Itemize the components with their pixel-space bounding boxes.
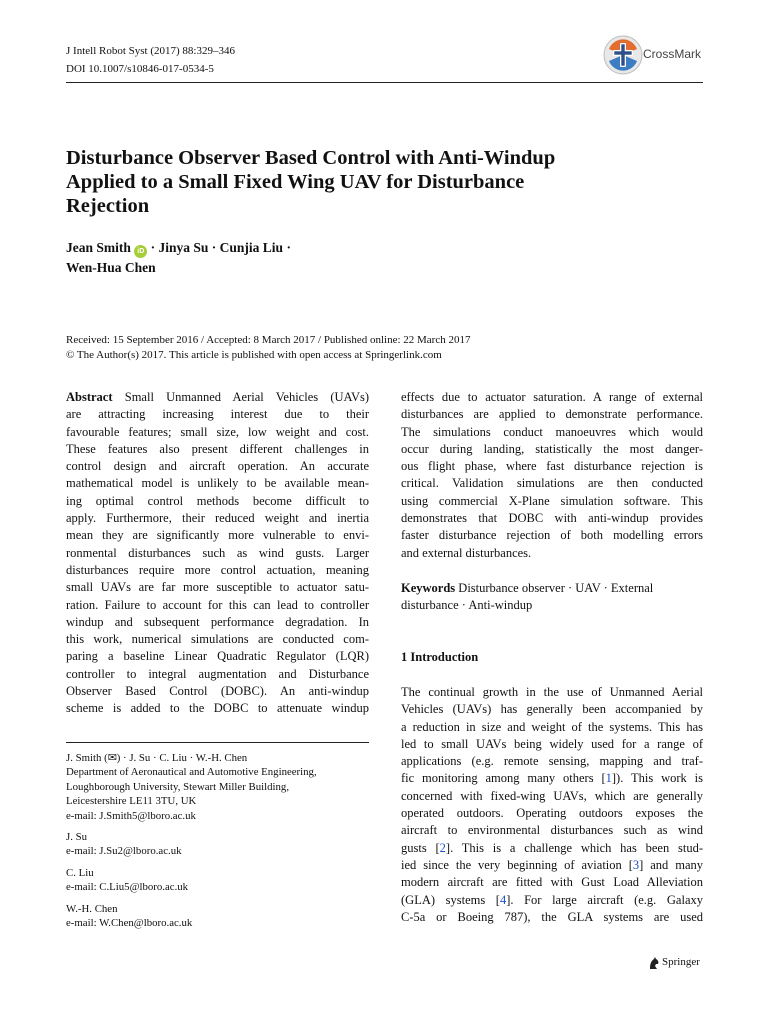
abstract-right-column <box>401 389 703 562</box>
keywords-heading: Keywords <box>401 581 456 595</box>
citation-link[interactable]: 4 <box>499 892 507 907</box>
abstract-left-column <box>66 389 369 718</box>
affiliations-block <box>66 751 369 930</box>
abstract-line: demonstrates that DOBC with anti-windup provides <box>401 511 703 526</box>
abstract-line: disturbances are applied to demonstrate performance. <box>401 407 703 422</box>
abstract-line: scheme is added to the DOBC to attenuate windup <box>66 701 369 716</box>
abstract-line: ous flight phase, where fast disturbance rejection is <box>401 459 703 474</box>
abstract-line: apply. Furthermore, their reduced weight and inertia <box>66 511 369 526</box>
abstract-heading: Abstract <box>66 390 113 404</box>
intro-line: fic monitoring among many others [ <box>401 771 606 786</box>
abstract-line: are attracting increasing interest due to their <box>66 407 369 422</box>
abstract-line: occur during landing, statistically the most danger- <box>401 441 703 456</box>
intro-line: led to small UAVs being widely used for a range of <box>401 736 703 751</box>
affiliation-rule <box>66 742 369 743</box>
crossmark-label: CrossMark <box>643 47 702 61</box>
orcid-icon[interactable]: iD <box>134 245 147 258</box>
header-rule <box>66 82 703 83</box>
intro-line: a reduction in size and weight of the systems. This has <box>401 719 703 734</box>
abstract-line: small UAVs are far more susceptible to actuator satu- <box>66 580 369 595</box>
dates-block <box>66 333 470 363</box>
affiliation-dept: Leicestershire LE11 3TU, UK <box>66 795 197 808</box>
journal-citation: J Intell Robot Syst (2017) 88:329–346 <box>66 45 235 57</box>
author-list <box>66 238 291 277</box>
publication-dates: Received: 15 September 2016 / Accepted: 8 March 2017 / Published online: 22 March 2017 <box>66 334 471 346</box>
intro-line: Vehicles (UAVs) has generally been accompanied by <box>401 702 703 717</box>
abstract-line: paring a baseline Linear Quadratic Regulator (LQR) <box>66 649 369 664</box>
abstract-line: and external disturbances. <box>401 545 532 560</box>
title-line: Rejection <box>66 195 150 217</box>
author-email[interactable]: e-mail: J.Su2@lboro.ac.uk <box>66 845 182 858</box>
abstract-line: ing optimal control methods become difficult to <box>66 493 369 508</box>
author-email[interactable]: e-mail: C.Liu5@lboro.ac.uk <box>66 881 189 894</box>
intro-line: (GLA) systems [ <box>401 892 500 907</box>
section-heading-introduction: 1 Introduction <box>401 650 479 664</box>
affiliation-name: J. Su <box>66 831 88 844</box>
abstract-line: windup and subsequent performance degradation. In <box>66 614 369 629</box>
author-email[interactable]: e-mail: W.Chen@lboro.ac.uk <box>66 917 193 930</box>
abstract-line: faster disturbance rejection of both modelling errors <box>401 528 703 543</box>
intro-line: applications (e.g. remote sensing, mapping and traf- <box>401 754 703 769</box>
citation-link[interactable]: 2 <box>439 840 446 855</box>
affiliation-name: W.-H. Chen <box>66 902 118 915</box>
abstract-line: Observer Based Control (DOBC). An anti-windup <box>66 684 369 699</box>
intro-line: ]. For large aircraft (e.g. Galaxy <box>506 892 704 907</box>
keywords-line: Disturbance observer · UAV · External <box>455 581 654 595</box>
abstract-line: The simulations conduct manoeuvres which would <box>401 424 703 439</box>
intro-line: The continual growth in the use of Unmanned Aerial <box>401 685 703 699</box>
abstract-line: ronmental disturbances such as wind gusts. Larger <box>66 545 369 560</box>
citation-link[interactable]: 1 <box>605 771 612 786</box>
intro-line: ]. This is a challenge which has been stud- <box>445 840 703 855</box>
intro-line: concerned with fixed-wing UAVs, which are generally <box>401 788 703 803</box>
abstract-line: effects due to actuator saturation. A range of external <box>401 390 703 404</box>
intro-line: ied since the very beginning of aviation [ <box>401 857 633 872</box>
author-name[interactable]: · Jinya Su · Cunjia Liu · <box>150 240 291 255</box>
article-title <box>66 146 555 218</box>
abstract-line: Small Unmanned Aerial Vehicles (UAVs) <box>112 390 369 404</box>
crossmark-icon <box>603 33 643 77</box>
intro-line: gusts [ <box>401 840 440 855</box>
introduction-text <box>401 684 703 926</box>
affiliation-authors: J. Smith (✉) · J. Su · C. Liu · W.-H. Chen <box>66 752 248 764</box>
abstract-line: this work, numerical simulations are conducted com- <box>66 632 369 647</box>
copyright-line: © The Author(s) 2017. This article is published with open access at Springerlink.com <box>66 349 442 361</box>
abstract-line: These features also present different challenges in <box>66 441 369 456</box>
abstract-line: controller to integral augmentation and Disturbance <box>66 666 369 681</box>
abstract-line: ration. Failure to account for this can lead to controller <box>66 597 369 612</box>
abstract-line: using commercial X-Plane simulation software. This <box>401 493 703 508</box>
intro-line: operated outdoors. Operating outdoors exposes the <box>401 806 703 821</box>
author-email[interactable]: e-mail: J.Smith5@lboro.ac.uk <box>66 809 196 822</box>
crossmark-badge[interactable] <box>603 33 713 77</box>
intro-line: ]). This work is <box>611 771 703 786</box>
intro-line: modern aircraft are fitted with Gust Load Alleviation <box>401 875 703 890</box>
abstract-line: control design and aircraft operation. An accurate <box>66 459 369 474</box>
publisher-name: Springer <box>662 956 700 968</box>
intro-line: C-5a or Boeing 787), the GLA systems are used <box>401 909 703 924</box>
title-line: Disturbance Observer Based Control with Anti-Windup <box>66 147 556 169</box>
intro-line: ] and many <box>639 857 703 872</box>
keywords-block <box>401 580 703 615</box>
springer-horse-icon <box>648 956 660 970</box>
author-name[interactable]: Wen-Hua Chen <box>66 260 156 275</box>
author-name[interactable]: Jean Smith <box>66 240 131 255</box>
affiliation-name: C. Liu <box>66 866 94 879</box>
abstract-line: favourable features; small size, low weight and cost. <box>66 424 369 439</box>
doi[interactable]: DOI 10.1007/s10846-017-0534-5 <box>66 63 214 75</box>
affiliation-dept: Loughborough University, Stewart Miller Building, <box>66 780 290 793</box>
abstract-line: disturbances require more control actuation, meaning <box>66 562 369 577</box>
affiliation-dept: Department of Aeronautical and Automotive Engineering, <box>66 766 317 779</box>
abstract-line: critical. Validation simulations are then conducted <box>401 476 703 491</box>
intro-line: aircraft to environmental disturbances such as wind <box>401 823 703 838</box>
citation-link[interactable]: 3 <box>632 857 640 872</box>
abstract-line: mean they are significantly more vulnerable to envi- <box>66 528 369 543</box>
keywords-line: disturbance · Anti-windup <box>401 598 533 613</box>
title-line: Applied to a Small Fixed Wing UAV for Disturbance <box>66 171 525 193</box>
abstract-line: mathematical model is unlikely to be available mean- <box>66 476 369 491</box>
